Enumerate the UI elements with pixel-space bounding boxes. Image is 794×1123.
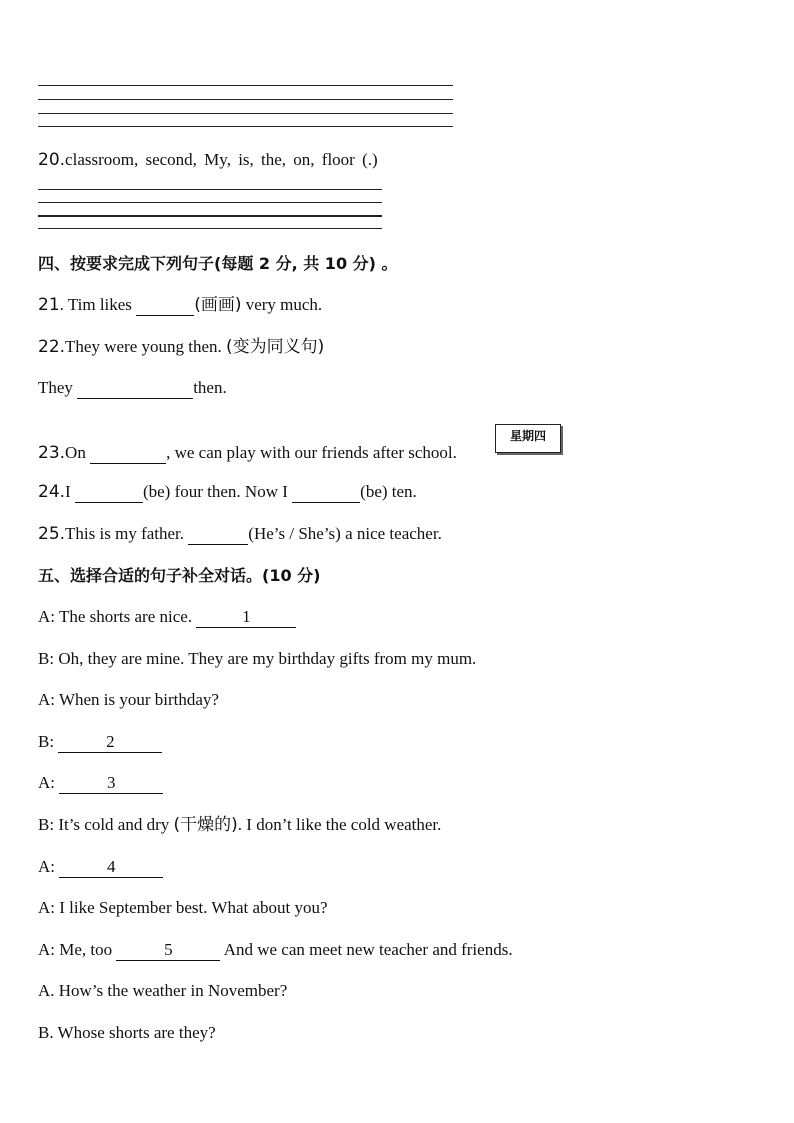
- answer-line[interactable]: [38, 99, 453, 100]
- speaker-label: A:: [38, 857, 55, 876]
- answer-blank[interactable]: [188, 524, 248, 545]
- dialogue-line: B: Oh, they are mine. They are my birthday gifts from my mum.: [38, 649, 477, 668]
- option-b: B. Whose shorts are they?: [38, 1023, 216, 1042]
- dialogue-line: A: Me, too 5 And we can meet new teacher and friends.: [38, 940, 513, 959]
- dialogue-line: [38, 773, 163, 794]
- answer-blank[interactable]: [136, 295, 194, 316]
- speaker-label: B:: [38, 815, 55, 834]
- speaker-label: A:: [38, 898, 55, 917]
- dialogue-line: A: When is your birthday?: [38, 690, 219, 709]
- question-23: 23.On , we can play with our friends after school.: [38, 443, 457, 463]
- answer-line[interactable]: [38, 228, 382, 229]
- speaker-label: A:: [38, 607, 55, 626]
- answer-blank-5[interactable]: 5: [116, 940, 220, 961]
- question-24: 24.I (be) four then. Now I (be) ten.: [38, 482, 417, 502]
- answer-line[interactable]: [38, 189, 382, 190]
- question-21: 21. Tim likes (画画) very much.: [38, 295, 323, 315]
- dialogue-line: A: I like September best. What about you?: [38, 898, 328, 917]
- dialogue-line: [38, 732, 162, 753]
- answer-blank[interactable]: [292, 482, 360, 503]
- question-25: 25.This is my father. (He’s / She’s) a nice teacher.: [38, 524, 442, 544]
- answer-blank[interactable]: [77, 378, 193, 399]
- word-list: classroom, second, My, is, the, on, floor (.): [65, 150, 378, 169]
- section-4-heading: 四、按要求完成下列句子(每题 2 分, 共 10 分) 。: [38, 254, 398, 273]
- question-22-answer: They then.: [38, 378, 227, 397]
- question-20: [38, 150, 378, 170]
- dialogue-line: A: The shorts are nice. 1: [38, 607, 296, 628]
- answer-line[interactable]: [38, 202, 382, 203]
- question-22: 22.They were young then. (变为同义句): [38, 337, 325, 357]
- speaker-label: A:: [38, 773, 55, 792]
- answer-blank[interactable]: [75, 482, 143, 503]
- speaker-label: B:: [38, 732, 55, 751]
- answer-blank[interactable]: [90, 443, 166, 464]
- option-a: A. How’s the weather in November?: [38, 981, 288, 1000]
- answer-line[interactable]: [38, 215, 382, 217]
- answer-blank-2[interactable]: 2: [58, 732, 162, 753]
- speaker-label: A:: [38, 690, 55, 709]
- weekday-picture-card: 星期四: [495, 424, 561, 453]
- answer-line[interactable]: [38, 85, 453, 86]
- speaker-label: A:: [38, 940, 55, 959]
- answer-blank-4[interactable]: 4: [59, 857, 163, 878]
- section-5-heading: 五、选择合适的句子补全对话。(10 分): [38, 566, 321, 585]
- answer-line[interactable]: [38, 126, 453, 127]
- dialogue-line: [38, 857, 163, 878]
- answer-blank-3[interactable]: 3: [59, 773, 163, 794]
- answer-blank-1[interactable]: 1: [196, 607, 296, 628]
- question-number: 20.: [38, 150, 66, 170]
- speaker-label: B:: [38, 649, 55, 668]
- dialogue-line: B: It’s cold and dry (干燥的). I don’t like the cold weather.: [38, 815, 442, 835]
- answer-line[interactable]: [38, 113, 453, 114]
